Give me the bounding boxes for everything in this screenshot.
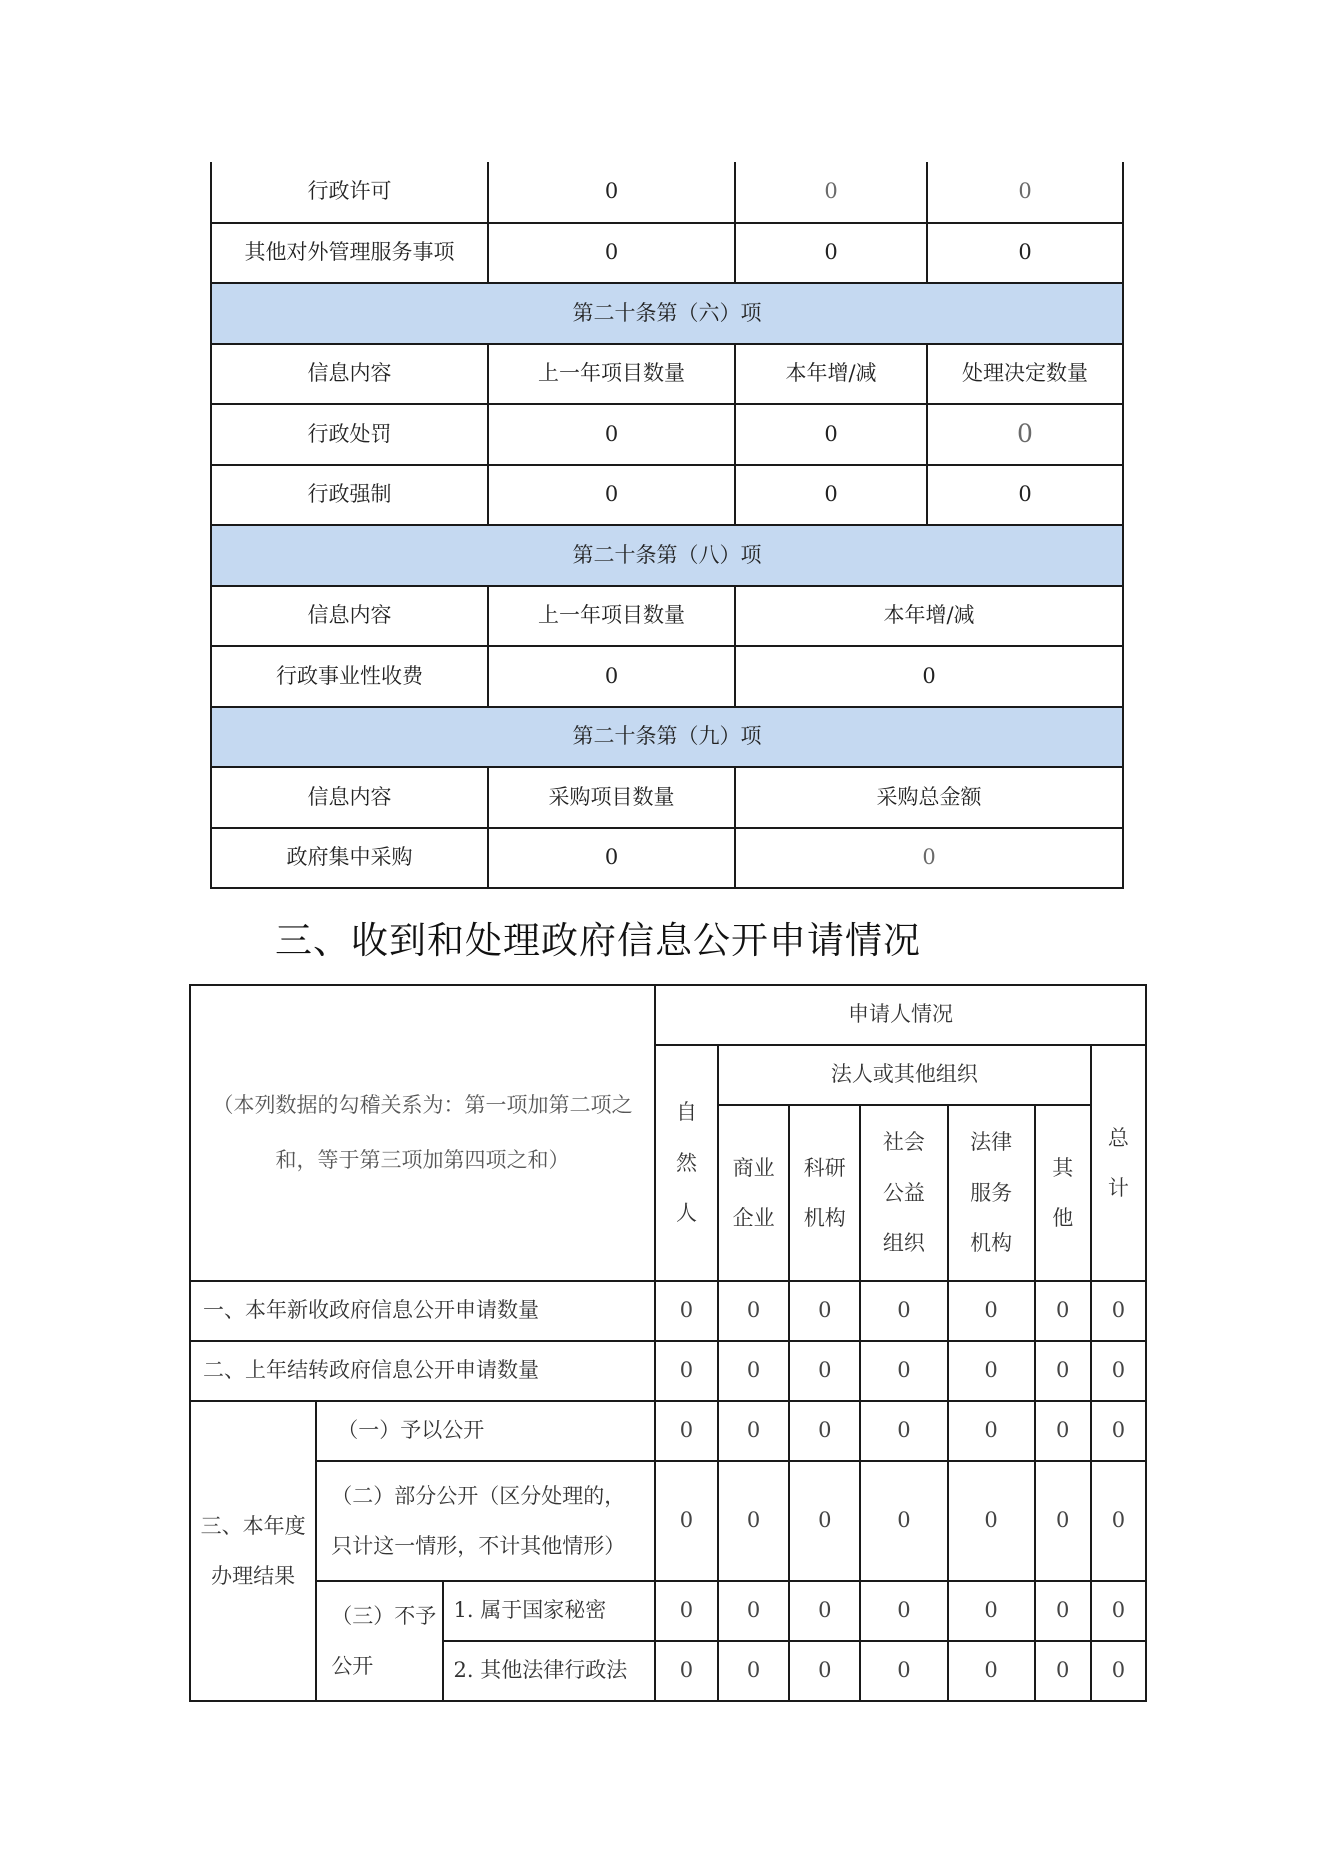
cell-value: 0 (789, 1641, 860, 1701)
applicant-header: 申请人情况 (655, 985, 1146, 1045)
cell-value: 0 (948, 1461, 1035, 1581)
cell-value: 0 (860, 1581, 947, 1641)
cell-value: 0 (735, 223, 927, 284)
cell-value: 0 (1091, 1581, 1146, 1641)
cell-value: 0 (655, 1581, 718, 1641)
column-header: 信息内容 (211, 767, 488, 828)
natural-person-header: 自 然 人 (655, 1045, 718, 1281)
section-header-row (211, 525, 1123, 586)
cell-value: 0 (927, 404, 1123, 465)
research-header: 科研 机构 (789, 1105, 860, 1281)
column-header: 上一年项目数量 (488, 586, 735, 647)
table-row (190, 1341, 1146, 1401)
cell-value: 0 (927, 465, 1123, 526)
cell-value: 0 (488, 162, 735, 223)
cell-value: 0 (860, 1401, 947, 1461)
public-welfare-header: 社会 公益 组织 (860, 1105, 947, 1281)
total-header: 总 计 (1091, 1045, 1146, 1281)
cell-value: 0 (1035, 1581, 1091, 1641)
cell-value: 0 (488, 465, 735, 526)
cell-value: 0 (655, 1401, 718, 1461)
section-title: 第二十条第（九）项 (211, 707, 1123, 768)
result-label: 三、本年度 办理结果 (190, 1401, 316, 1701)
cell-value: 0 (718, 1461, 789, 1581)
section-heading: 三、收到和处理政府信息公开申请情况 (275, 919, 921, 962)
row-label: 行政强制 (211, 465, 488, 526)
cell-value: 0 (860, 1341, 947, 1401)
column-header: 采购总金额 (735, 767, 1123, 828)
cell-value: 0 (655, 1281, 718, 1341)
disclosure-table-article20 (210, 162, 1124, 889)
section-header-row (211, 707, 1123, 768)
cell-value: 0 (1091, 1401, 1146, 1461)
section-title: 第二十条第（六）项 (211, 283, 1123, 344)
row-label: 2. 其他法律行政法 (443, 1641, 655, 1701)
column-header: 信息内容 (211, 586, 488, 647)
section-header-row (211, 283, 1123, 344)
row-label: 行政许可 (211, 162, 488, 223)
cell-value: 0 (1091, 1281, 1146, 1341)
cell-value: 0 (860, 1641, 947, 1701)
cell-value: 0 (735, 465, 927, 526)
cell-value: 0 (789, 1461, 860, 1581)
cell-value: 0 (735, 828, 1123, 889)
cell-value: 0 (718, 1281, 789, 1341)
cell-value: 0 (735, 646, 1123, 707)
cell-value: 0 (1091, 1641, 1146, 1701)
cell-value: 0 (1035, 1461, 1091, 1581)
cell-value: 0 (488, 646, 735, 707)
column-header: 信息内容 (211, 344, 488, 405)
cell-value: 0 (789, 1281, 860, 1341)
note-line: 和，等于第三项加第四项之和） (275, 1148, 570, 1172)
cell-value: 0 (488, 223, 735, 284)
cell-value: 0 (718, 1401, 789, 1461)
group-label: （三）不予 公开 (316, 1581, 442, 1701)
cell-value: 0 (1035, 1281, 1091, 1341)
cell-value: 0 (655, 1461, 718, 1581)
cell-value: 0 (718, 1641, 789, 1701)
cell-value: 0 (948, 1401, 1035, 1461)
cell-value: 0 (1035, 1401, 1091, 1461)
column-header: 处理决定数量 (927, 344, 1123, 405)
legal-service-header: 法律 服务 机构 (948, 1105, 1035, 1281)
table-row (190, 1581, 1146, 1641)
column-header-row (211, 767, 1123, 828)
row-label: （一）予以公开 (316, 1401, 655, 1461)
note-line: （本列数据的勾稽关系为：第一项加第二项之 (212, 1093, 633, 1118)
row-label: 行政处罚 (211, 404, 488, 465)
table-row (211, 223, 1123, 284)
table-row (190, 1461, 1146, 1581)
cell-value: 0 (1091, 1461, 1146, 1581)
row-label: 一、本年新收政府信息公开申请数量 (190, 1281, 655, 1341)
cell-value: 0 (948, 1581, 1035, 1641)
table-row (211, 404, 1123, 465)
cell-value: 0 (1091, 1341, 1146, 1401)
application-stats-table (189, 984, 1147, 1702)
cell-value: 0 (488, 404, 735, 465)
column-header: 本年增/减 (735, 344, 927, 405)
cell-value: 0 (789, 1581, 860, 1641)
row-label: 其他对外管理服务事项 (211, 223, 488, 284)
cell-value: 0 (789, 1401, 860, 1461)
cell-value: 0 (718, 1341, 789, 1401)
table-row (190, 1281, 1146, 1341)
column-header: 上一年项目数量 (488, 344, 735, 405)
cell-value: 0 (927, 223, 1123, 284)
cell-value: 0 (860, 1461, 947, 1581)
table-row (211, 828, 1123, 889)
cell-value: 0 (655, 1641, 718, 1701)
note-cell (190, 985, 655, 1281)
commercial-header: 商业 企业 (718, 1105, 789, 1281)
row-label: （二）部分公开（区分处理的， 只计这一情形，不计其他情形） (316, 1461, 655, 1581)
table-row (211, 646, 1123, 707)
cell-value: 0 (789, 1341, 860, 1401)
row-label: 政府集中采购 (211, 828, 488, 889)
table-row (211, 162, 1123, 223)
column-header: 采购项目数量 (488, 767, 735, 828)
cell-value: 0 (948, 1641, 1035, 1701)
cell-value: 0 (718, 1581, 789, 1641)
header-row (190, 985, 1146, 1045)
cell-value: 0 (1035, 1641, 1091, 1701)
cell-value: 0 (1035, 1341, 1091, 1401)
table-row (190, 1401, 1146, 1461)
cell-value: 0 (948, 1281, 1035, 1341)
other-header: 其 他 (1035, 1105, 1091, 1281)
column-header: 本年增/减 (735, 586, 1123, 647)
section-title: 第二十条第（八）项 (211, 525, 1123, 586)
legal-person-header: 法人或其他组织 (718, 1045, 1091, 1105)
column-header-row (211, 586, 1123, 647)
column-header-row (211, 344, 1123, 405)
cell-value: 0 (927, 162, 1123, 223)
cell-value: 0 (488, 828, 735, 889)
cell-value: 0 (735, 162, 927, 223)
table-row (211, 465, 1123, 526)
cell-value: 0 (735, 404, 927, 465)
row-label: 行政事业性收费 (211, 646, 488, 707)
cell-value: 0 (655, 1341, 718, 1401)
cell-value: 0 (948, 1341, 1035, 1401)
row-label: 1. 属于国家秘密 (443, 1581, 655, 1641)
cell-value: 0 (860, 1281, 947, 1341)
row-label: 二、上年结转政府信息公开申请数量 (190, 1341, 655, 1401)
